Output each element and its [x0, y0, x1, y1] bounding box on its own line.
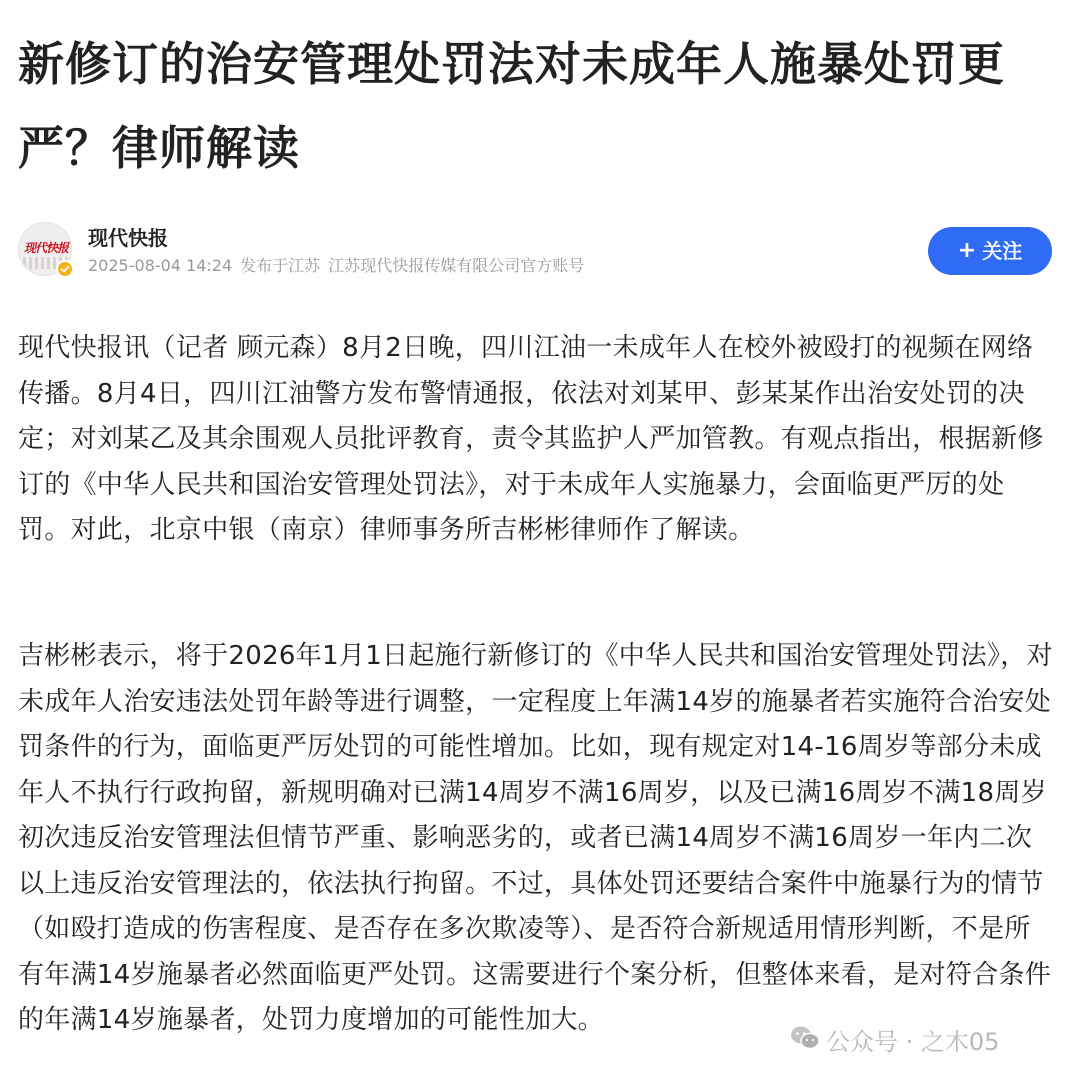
plus-icon: +: [957, 238, 977, 263]
article-paragraph-2: 吉彬彬表示，将于2026年1月1日起施行新修订的《中华人民共和国治安管理处罚法》，对未成年人治安违法处罚年龄等进行调整，一定程度上年满14岁的施暴者若实施符合治安处罚条件的行为，面临更严厉处罚的可能性增加。比如，现有规定对14-16周岁等部分未成年人不执行行政拘留，新规明确对已满14周岁不满16周岁，以及已满16周岁不满18周岁初次违反治安管理法但情节严重、影响恶劣的，或者已满14周岁不满16周岁一年内二次以上违反治安管理法的，依法执行拘留。不过，具体处罚还要结合案件中施暴行为的情节（如殴打造成的伤害程度、是否存在多次欺凌等）、是否符合新规适用情形判断，不是所有年满14岁施暴者必然面临更严处罚。这需要进行个案分析，但整体来看，是对符合条件的年满14岁施暴者，处罚力度增加的可能性加大。: [18, 641, 1053, 1035]
article-paragraph-1: 现代快报讯（记者 顾元森）8月2日晚，四川江油一未成年人在校外被殴打的视频在网络传播。8月4日，四川江油警方发布警情通报，依法对刘某甲、彭某某作出治安处罚的决定；对刘某乙及其余围观人员批评教育，责令其监护人严加管教。有观点指出，根据新修订的《中华人民共和国治安管理处罚法》，对于未成年人实施暴力，会面临更严厉的处罚。对此，北京中银（南京）律师事务所吉彬彬律师作了解读。: [18, 333, 1044, 545]
watermark: [790, 1022, 999, 1062]
verified-badge-icon: [56, 260, 74, 278]
account-description: 江苏现代快报传媒有限公司官方账号: [328, 256, 585, 275]
watermark-text: 公众号 · 之木05: [826, 1028, 1000, 1056]
follow-button[interactable]: [928, 227, 1052, 275]
follow-button-label: 关注: [982, 239, 1023, 263]
wechat-icon: [790, 1023, 820, 1063]
author-name[interactable]: 现代快报: [88, 226, 168, 250]
avatar-logo-text: 现代快报: [23, 241, 68, 255]
author-bar: [18, 222, 1058, 282]
publish-datetime: 2025-08-04 14:24: [88, 256, 233, 275]
publish-location: 发布于江苏: [240, 256, 321, 275]
article-title: 新修订的治安管理处罚法对未成年人施暴处罚更严？律师解读: [18, 37, 1005, 175]
publish-meta: [88, 255, 592, 277]
